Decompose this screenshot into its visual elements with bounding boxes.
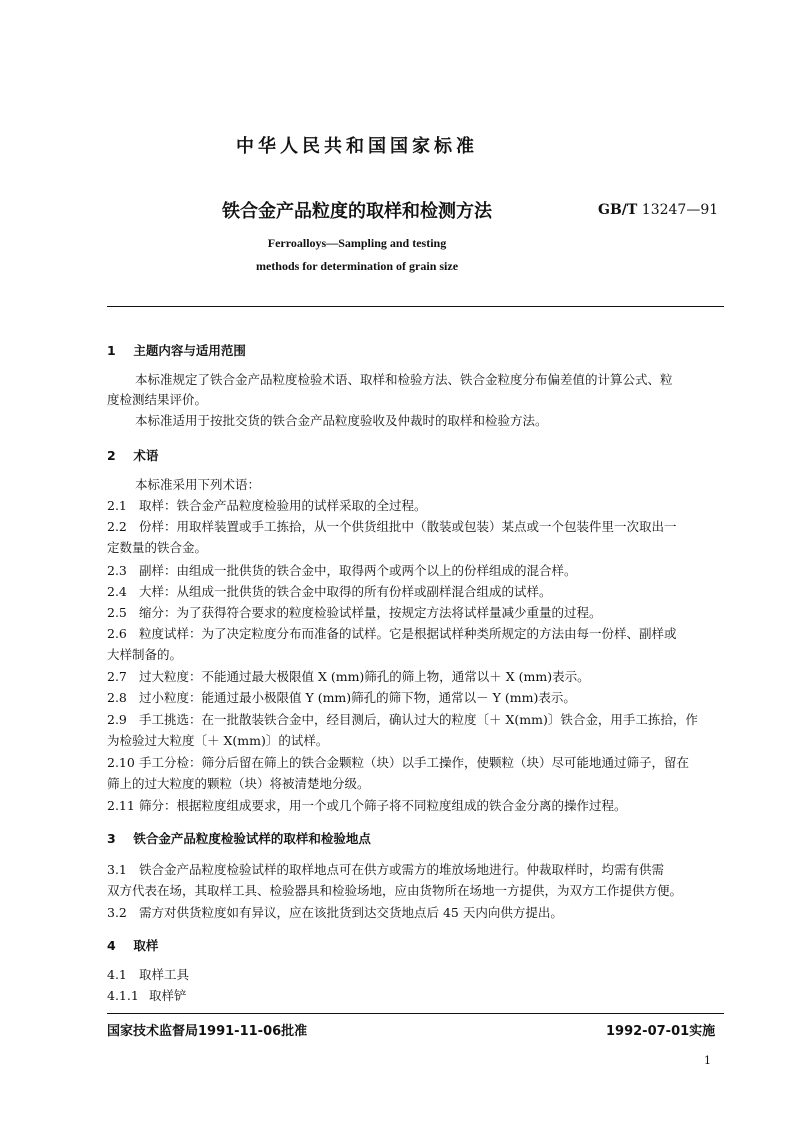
- section-4-heading: [107, 936, 158, 954]
- term-number: 2.10: [107, 755, 135, 770]
- approval-statement: 国家技术监督局1991-11-06批准: [107, 1024, 308, 1039]
- term-item: [107, 710, 698, 730]
- term-item: [107, 496, 427, 516]
- term-text: 大样：从组成一批供货的铁合金中取得的所有份样或副样混合组成的试样。: [139, 584, 552, 599]
- section-1-heading: [107, 341, 246, 359]
- national-standard-heading: 中华人民共和国国家标准: [236, 136, 478, 157]
- term-text: 筛分：根据粒度组成要求，用一个或几个筛子将不同粒度组成的铁合金分离的操作过程。: [139, 798, 627, 813]
- term-text: 缩分：为了获得符合要求的粒度检验试样量，按规定方法将试样量减少重量的过程。: [139, 605, 602, 620]
- standard-code: [598, 202, 718, 218]
- term-text: 过小粒度：能通过最小极限值 Y (mm)筛孔的筛下物，通常以－ Y (mm)表示。: [139, 690, 576, 705]
- paragraph-line: 度检测结果评价。: [107, 392, 208, 407]
- term-number: 2.7: [107, 669, 127, 684]
- section-number: 2: [107, 448, 116, 463]
- standard-code-prefix: GB/T: [598, 202, 638, 218]
- term-number: 2.2: [107, 519, 127, 534]
- term-item: [107, 688, 576, 708]
- section-title: 主题内容与适用范围: [133, 343, 246, 358]
- footer-divider: [107, 1013, 724, 1014]
- clause-item: [107, 860, 664, 880]
- clause-item: [107, 965, 189, 985]
- section-number: 1: [107, 343, 116, 358]
- term-text: 手工分检：筛分后留在筛上的铁合金颗粒（块）以手工操作，使颗粒（块）尽可能地通过筛子，留在: [139, 755, 690, 770]
- term-item: [107, 624, 677, 644]
- term-item: [107, 753, 689, 773]
- term-text: 副样：由组成一批供货的铁合金中，取得两个或两个以上的份样组成的混合样。: [139, 563, 577, 578]
- term-item: [107, 796, 627, 816]
- term-number: 2.11: [107, 798, 135, 813]
- term-text: 份样：用取样装置或手工拣拾，从一个供货组批中（散装或包装）某点或一个包装件里一次取出一: [139, 519, 677, 534]
- effective-date: 1992-07-01实施: [606, 1024, 716, 1039]
- section-3-heading: [107, 829, 371, 847]
- document-title: 铁合金产品粒度的取样和检测方法: [222, 201, 492, 222]
- section-2-heading: [107, 446, 158, 464]
- english-title-line1: Ferroalloys—Sampling and testing: [267, 236, 447, 250]
- clause-continuation: 双方代表在场，其取样工具、检验器具和检验场地，应由货物所在场地一方提供，为双方工作提供方便。: [107, 883, 683, 898]
- term-continuation: 大样制备的。: [107, 647, 183, 662]
- term-continuation: 筛上的过大粒度的颗粒（块）将被清楚地分级。: [107, 776, 370, 791]
- section-number: 3: [107, 831, 116, 846]
- term-number: 2.4: [107, 584, 127, 599]
- term-number: 2.3: [107, 563, 127, 578]
- english-title-line2: methods for determination of grain size: [255, 259, 459, 273]
- term-number: 2.8: [107, 690, 127, 705]
- clause-item: [107, 986, 187, 1006]
- clause-number: 4.1.1: [107, 988, 139, 1003]
- section-title: 术语: [133, 448, 159, 463]
- clause-number: 3.2: [107, 905, 127, 920]
- term-continuation: 定数量的铁合金。: [107, 540, 208, 555]
- term-number: 2.1: [107, 498, 127, 513]
- term-item: [107, 517, 677, 537]
- term-item: [107, 603, 602, 623]
- paragraph-line: 本标准规定了铁合金产品粒度检验术语、取样和检验方法、铁合金粒度分布偏差值的计算公式、粒: [135, 372, 673, 387]
- clause-number: 3.1: [107, 862, 127, 877]
- clause-item: [107, 903, 563, 923]
- clause-text: 取样铲: [149, 988, 187, 1003]
- term-number: 2.9: [107, 712, 127, 727]
- term-continuation: 为检验过大粒度〔＋ X(mm)〕的试样。: [107, 733, 329, 748]
- clause-text: 铁合金产品粒度检验试样的取样地点可在供方或需方的堆放场地进行。仲裁取样时，均需有供需: [139, 862, 665, 877]
- header-divider: [107, 306, 724, 307]
- term-text: 过大粒度：不能通过最大极限值 X (mm)筛孔的筛上物，通常以＋ X (mm)表示。: [139, 669, 590, 684]
- section-title: 取样: [133, 938, 159, 953]
- paragraph-line: 本标准适用于按批交货的铁合金产品粒度验收及仲裁时的取样和检验方法。: [135, 413, 548, 428]
- page-number: 1: [704, 1054, 711, 1067]
- term-text: 取样：铁合金产品粒度检验用的试样采取的全过程。: [139, 498, 427, 513]
- section-number: 4: [107, 938, 116, 953]
- paragraph-line: 本标准采用下列术语：: [135, 477, 261, 492]
- clause-number: 4.1: [107, 967, 127, 982]
- term-text: 粒度试样：为了决定粒度分布而准备的试样。它是根据试样种类所规定的方法由每一份样、副样或: [139, 626, 677, 641]
- term-item: [107, 667, 590, 687]
- clause-text: 需方对供货粒度如有异议，应在该批货到达交货地点后 45 天内向供方提出。: [139, 905, 563, 920]
- standard-code-number: 13247—91: [641, 202, 719, 218]
- term-number: 2.5: [107, 605, 127, 620]
- term-item: [107, 561, 577, 581]
- term-text: 手工挑选：在一批散装铁合金中，经目测后，确认过大的粒度〔＋ X(mm)〕铁合金，用手工拣拾，作: [139, 712, 698, 727]
- section-title: 铁合金产品粒度检验试样的取样和检验地点: [133, 831, 371, 846]
- term-number: 2.6: [107, 626, 127, 641]
- term-item: [107, 582, 552, 602]
- clause-text: 取样工具: [139, 967, 190, 982]
